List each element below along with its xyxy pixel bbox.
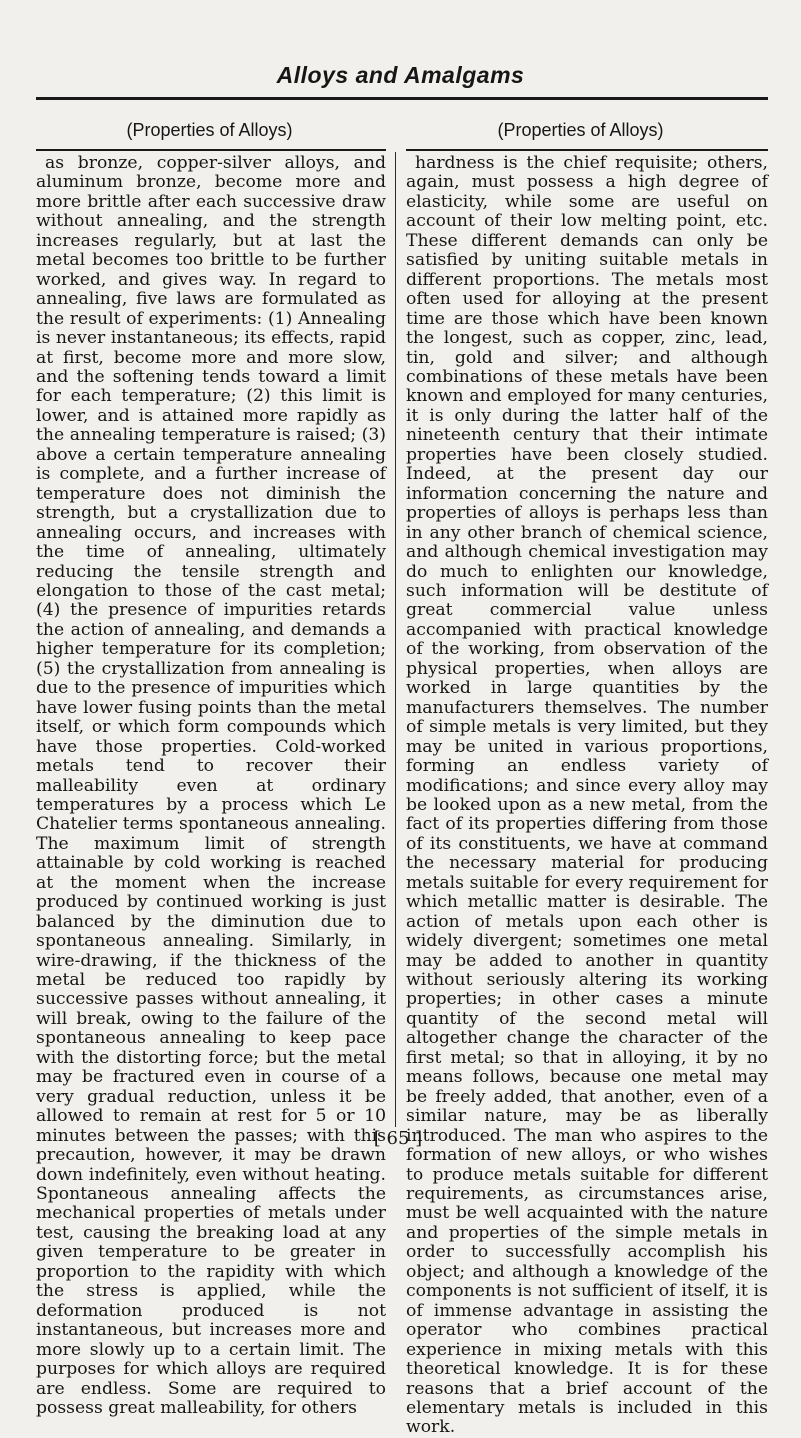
right-column-text: hardness is the chief requisite; others, again, must possess a high degree of elasticity, while some are useful on account of their low melting point, etc. These different demands can only be satisfied by uniting suitable metals in different proportions. The metals most often used for alloying at the present time are those which have been known the longest, such as copper, zinc, lead, tin, gold and silver; and although combinations of these metals have been known and employed for many centuries, it is only during the latter half of the nineteenth century that their intimate properties have been closely studied. Indeed, at the present day our information concerning the nature and properties of alloys is perhaps less than in any other branch of chemical science, and although chemical investigation may do much to enlighten our knowledge, such information will be destitute of great commercial value unless accompanied with practical knowledge of the working, from observation of the physical properties, when alloys are worked in large quantities by the manufacturers themselves. The number of simple metals is very limited, but they may be united in various proportions, forming an endless variety of modifications; and since every alloy may be looked upon as a new metal, from the fact of its properties differing from those of its constituents, we have at command the necessary material for producing metals suitable for every requirement for which metallic matter is desirable. The action of metals upon each other is widely divergent; sometimes one metal may be added to another in quantity without seriously altering its working properties; in other cases a minute quantity of the second metal will altogether change the character of the first metal; so that in alloying, it by no means follows, because one metal may be freely added, that another, even of a similar nature, may be as liberally introduced. The man who aspires to the formation of new alloys, or who wishes to produce metals suitable for different requirements, as circumstances arise, must be well acquainted with the nature and properties of the simple metals in order to successfully accomplish his object; and although a knowledge of the components is not sufficient of itself, it is of immense advantage in assisting the operator who combines practical experience in mixing metals with this theoretical knowledge. It is for these reasons that a brief account of the elementary metals is included in this work. — [406, 153, 768, 1438]
right-header-rule — [406, 149, 768, 151]
header-rule — [36, 97, 768, 100]
left-column-text: as bronze, copper-silver alloys, and aluminum bronze, become more and more brittle after each successive draw without annealing, and the strength increases regularly, but at last the metal becomes too brittle to be further worked, and gives way. In regard to annealing, five laws are formulated as the result of experiments: (1) Annealing is never instantaneous; its effects, rapid at first, become more and more slow, and the softening tends toward a limit for each temperature; (2) this limit is lower, and is attained more rapidly as the annealing temperature is raised; (3) above a certain temperature annealing is complete, and a further increase of temperature does not diminish the strength, but a crystallization due to annealing occurs, and increases with the time of annealing, ultimately reducing the tensile strength and elongation to those of the cast metal; (4) the presence of impurities retards the action of annealing, and demands a higher temperature for its completion; (5) the crystallization from annealing is due to the presence of impurities which have lower fusing points than the metal itself, or which form compounds which have those properties. Cold-worked metals tend to recover their malleability even at ordinary temperatures by a process which Le Chatelier terms spontaneous annealing. The maximum limit of strength attainable by cold working is reached at the moment when the increase produced by continued working is just balanced by the diminution due to spontaneous annealing. Similarly, in wire-drawing, if the thickness of the metal be reduced too rapidly by successive passes without annealing, it will break, owing to the failure of the spontaneous annealing to keep pace with the distorting force; but the metal may be fractured even in course of a very gradual reduction, unless it be allowed to remain at rest for 5 or 10 minutes between the passes; with this precaution, however, it may be drawn down indefinitely, even without heating. Spontaneous annealing affects the mechanical properties of metals under test, causing the breaking load at any given temperature to be greater in proportion to the rapidity with which the stress is applied, while the deformation produced is not instantaneous, but increases more and more slowly up to a certain limit. The purposes for which alloys are required are endless. Some are required to possess great malleability, for others — [36, 153, 386, 1418]
running-head-title: Alloys and Amalgams — [276, 62, 525, 88]
right-column-header: (Properties of Alloys) — [497, 120, 664, 140]
page-number: [ 65 ] — [373, 1128, 423, 1149]
column-divider — [395, 152, 396, 1127]
left-column-header: (Properties of Alloys) — [126, 120, 293, 140]
left-header-rule — [36, 149, 386, 151]
